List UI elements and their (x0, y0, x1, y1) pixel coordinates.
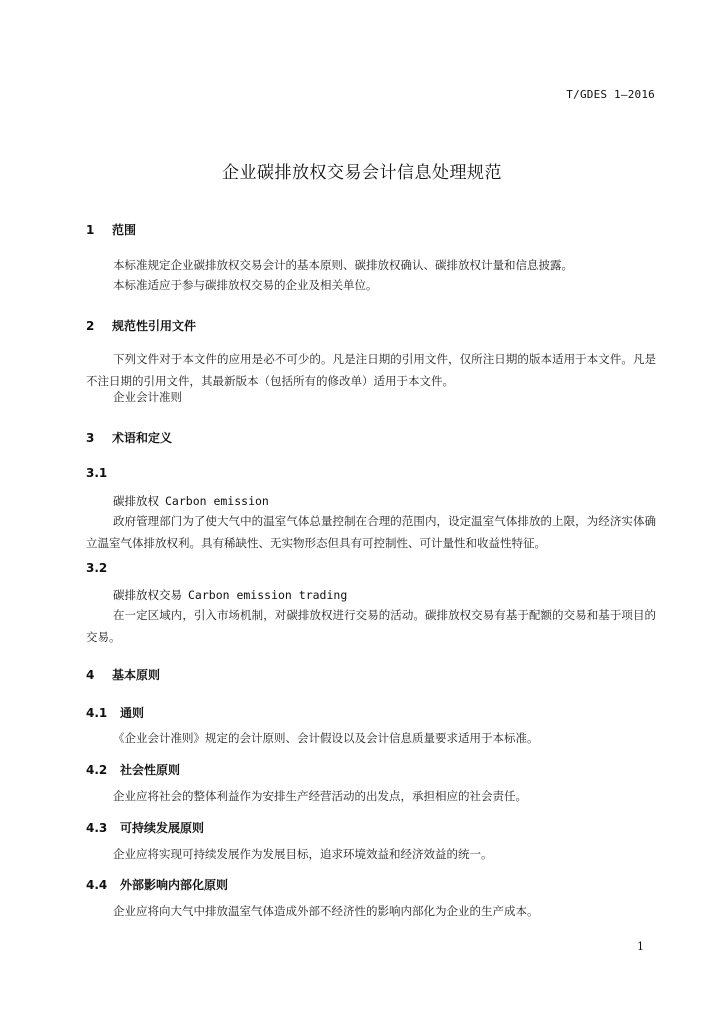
section-title: 通则 (120, 706, 145, 720)
subsection-heading-4-3 (86, 819, 204, 836)
subsection-number-3-2: 3.2 (86, 561, 108, 575)
standard-code: T/GDES 1—2016 (566, 88, 655, 101)
term-en: Carbon emission (165, 494, 269, 508)
page-title: 企业碳排放权交易会计信息处理规范 (222, 163, 502, 183)
subsection-heading-4-4 (86, 876, 228, 893)
section-number: 4.2 (86, 763, 108, 777)
paragraph: 本标准规定企业碳排放权交易会计的基本原则、碳排放权确认、碳排放权计量和信息披露。 (113, 258, 573, 272)
page-number: 1 (637, 940, 644, 953)
paragraph: 本标准适应于参与碳排放权交易的企业及相关单位。 (113, 278, 378, 292)
paragraph: 企业应将向大气中排放温室气体造成外部不经济性的影响内部化为企业的生产成本。 (113, 904, 539, 918)
section-title: 基本原则 (112, 668, 161, 682)
section-number: 4.4 (86, 878, 108, 892)
section-number: 4.1 (86, 706, 108, 720)
term-en: Carbon emission trading (188, 588, 348, 602)
section-number: 4.3 (86, 821, 108, 835)
section-heading-2 (86, 317, 196, 334)
section-title: 规范性引用文件 (112, 319, 197, 333)
paragraph: 企业应将社会的整体利益作为安排生产经营活动的出发点，承担相应的社会责任。 (113, 789, 527, 803)
section-title: 可持续发展原则 (120, 821, 205, 835)
term-cn: 碳排放权 (113, 494, 159, 508)
subsection-heading-4-1 (86, 704, 144, 721)
paragraph: 企业应将实现可持续发展作为发展目标，追求环境效益和经济效益的统一。 (113, 847, 493, 861)
section-title: 术语和定义 (112, 431, 173, 445)
section-number: 4 (86, 668, 95, 682)
subsection-number-3-1: 3.1 (86, 466, 108, 480)
section-number: 1 (86, 223, 95, 237)
section-title: 外部影响内部化原则 (120, 878, 229, 892)
paragraph: 政府管理部门为了使大气中的温室气体总量控制在合理的范围内，设定温室气体排放的上限，为经济实体确立温室气体排放权利。具有稀缺性、无实物形态但具有可控制性、可计量性和收益性特征。 (86, 514, 656, 550)
section-title: 范围 (112, 223, 137, 237)
term-heading (113, 587, 347, 603)
paragraph: 在一定区域内，引入市场机制，对碳排放权进行交易的活动。碳排放权交易有基于配额的交易和基于项目的交易。 (86, 608, 656, 644)
term-heading (113, 493, 269, 509)
paragraph: 《企业会计准则》规定的会计原则、会计假设以及会计信息质量要求适用于本标准。 (113, 731, 539, 745)
section-heading-1 (86, 221, 136, 238)
section-heading-4 (86, 666, 160, 683)
section-number: 2 (86, 319, 95, 333)
term-cn: 碳排放权交易 (113, 588, 182, 602)
paragraph: 下列文件对于本文件的应用是必不可少的。凡是注日期的引用文件，仅所注日期的版本适用于本文件。凡是不注日期的引用文件，其最新版本（包括所有的修改单）适用于本文件。 (86, 352, 656, 388)
paragraph: 企业会计准则 (113, 390, 182, 404)
section-number: 3 (86, 431, 95, 445)
subsection-heading-4-2 (86, 761, 180, 778)
section-title: 社会性原则 (120, 763, 181, 777)
section-heading-3 (86, 429, 172, 446)
